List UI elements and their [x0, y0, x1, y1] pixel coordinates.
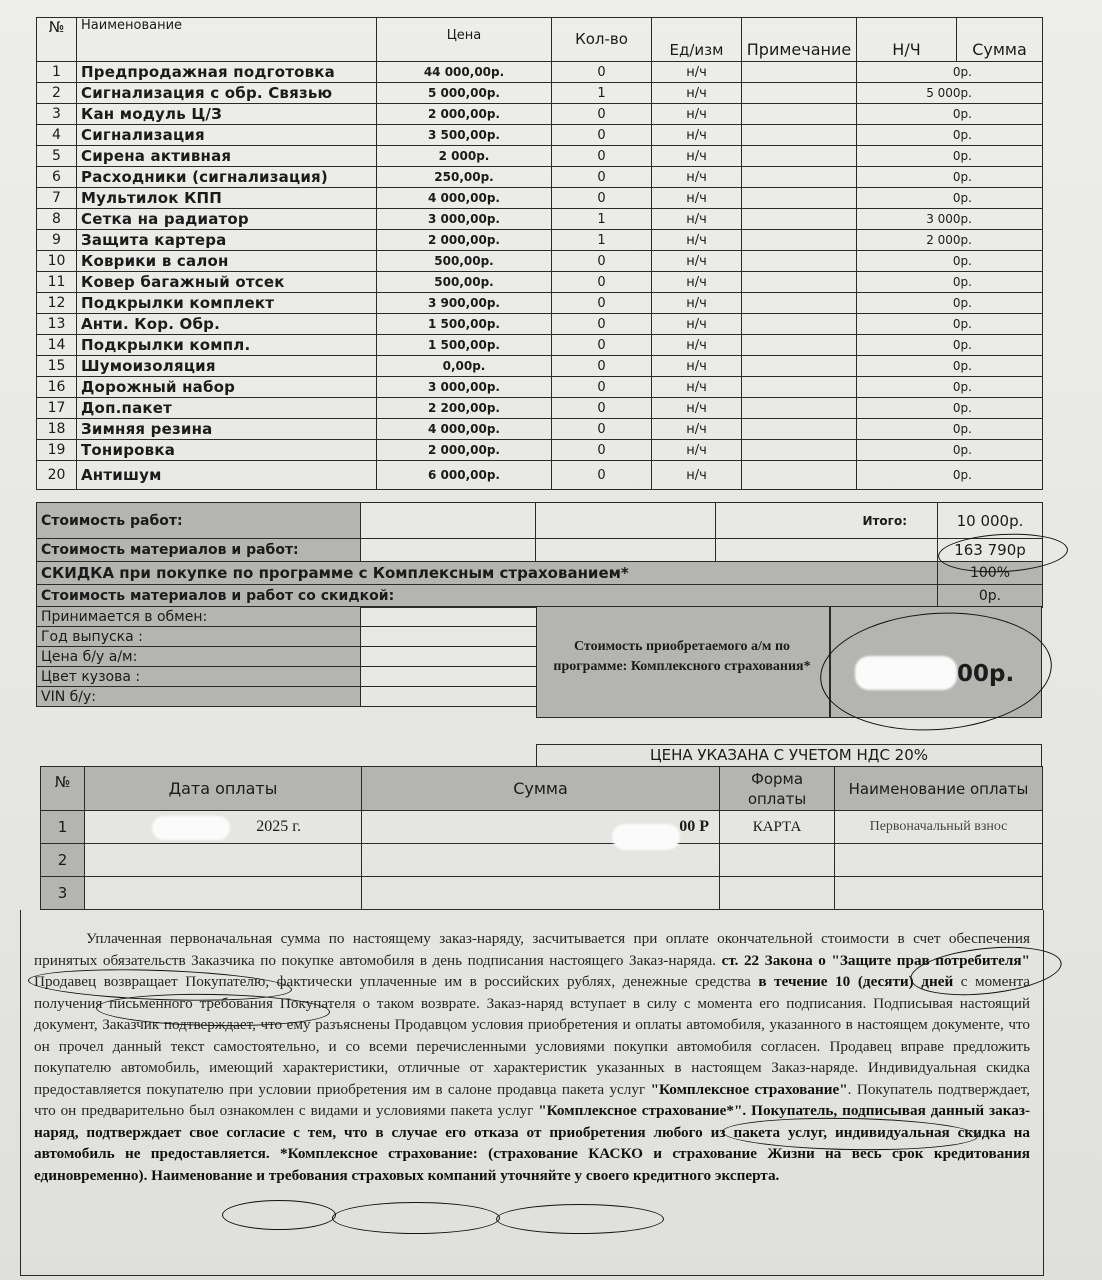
item-name: Предпродажная подготовка — [77, 62, 377, 83]
item-sum: 0р. — [857, 335, 1043, 356]
item-price: 1 500,00р. — [377, 314, 552, 335]
item-note — [742, 440, 857, 461]
trade-in-value — [361, 647, 537, 667]
payment-name: Первоначальный взнос — [835, 811, 1043, 844]
trade-in-row — [37, 687, 537, 707]
car-price-label-box — [536, 606, 830, 718]
discount-label: СКИДКА при покупке по программе с Комплексным страхованием* — [37, 562, 938, 585]
pay-date-header: Дата оплаты — [85, 767, 362, 811]
trade-in-row — [37, 627, 537, 647]
item-price: 6 000,00р. — [377, 461, 552, 490]
payment-date: 2025 г. — [85, 811, 362, 844]
row-number: 11 — [37, 272, 77, 293]
trade-in-label: VIN б/у: — [37, 687, 361, 707]
item-sum: 0р. — [857, 461, 1043, 490]
car-price-value: 00р. — [957, 661, 1015, 687]
item-price: 3 000,00р. — [377, 209, 552, 230]
table-row — [37, 62, 1043, 83]
row-number: 9 — [37, 230, 77, 251]
row-number: 5 — [37, 146, 77, 167]
item-note — [742, 146, 857, 167]
table-row — [37, 293, 1043, 314]
payment-number: 1 — [41, 811, 85, 844]
item-name: Подкрылки комплект — [77, 293, 377, 314]
handwritten-circle-life — [332, 1202, 500, 1234]
item-sum: 5 000р. — [857, 83, 1043, 104]
work-cost-row — [37, 503, 1043, 539]
row-number: 12 — [37, 293, 77, 314]
item-sum: 0р. — [857, 125, 1043, 146]
pay-name-header: Наименование оплаты — [835, 767, 1043, 811]
table-row — [37, 335, 1043, 356]
item-qty: 0 — [552, 125, 652, 146]
item-unit: н/ч — [652, 188, 742, 209]
row-number: 2 — [37, 83, 77, 104]
item-note — [742, 251, 857, 272]
item-note — [742, 272, 857, 293]
trade-in-row — [37, 607, 537, 627]
col-nh-header: Н/Ч — [857, 18, 957, 62]
item-note — [742, 188, 857, 209]
item-qty: 0 — [552, 398, 652, 419]
table-row — [37, 125, 1043, 146]
items-body — [37, 62, 1043, 490]
row-number: 14 — [37, 335, 77, 356]
payment-form — [720, 844, 835, 877]
item-name: Подкрылки компл. — [77, 335, 377, 356]
item-unit: н/ч — [652, 62, 742, 83]
terms-footnote: *Комплексное страхование: (страхование КАСКО и страхование Жизни на весь срок кредитования единовременно). Наименование и требования страховых компаний уточняйте у своего кредитного эксперта. — [34, 1145, 1031, 1184]
item-name: Защита картера — [77, 230, 377, 251]
discount-row — [37, 562, 1043, 585]
trade-in-label: Цена б/у а/м: — [37, 647, 361, 667]
items-header-row — [37, 18, 1043, 62]
item-unit: н/ч — [652, 419, 742, 440]
discounted-label: Стоимость материалов и работ со скидкой: — [37, 585, 938, 608]
item-price: 500,00р. — [377, 251, 552, 272]
item-sum: 0р. — [857, 167, 1043, 188]
item-price: 3 500,00р. — [377, 125, 552, 146]
discounted-value: 0р. — [938, 585, 1043, 608]
table-row — [37, 251, 1043, 272]
item-sum: 0р. — [857, 377, 1043, 398]
total-label: Итого: — [716, 503, 938, 539]
item-name: Сигнализация — [77, 125, 377, 146]
item-price: 250,00р. — [377, 167, 552, 188]
items-table — [36, 17, 1043, 490]
item-note — [742, 167, 857, 188]
trade-in-table — [36, 606, 537, 707]
item-unit: н/ч — [652, 230, 742, 251]
row-number: 3 — [37, 104, 77, 125]
trade-in-value — [361, 667, 537, 687]
item-price: 1 500,00р. — [377, 335, 552, 356]
item-unit: н/ч — [652, 146, 742, 167]
trade-in-value — [361, 627, 537, 647]
item-qty: 0 — [552, 104, 652, 125]
item-price: 3 000,00р. — [377, 377, 552, 398]
item-note — [742, 125, 857, 146]
row-number: 1 — [37, 62, 77, 83]
trade-in-row — [37, 647, 537, 667]
trade-in-label: Год выпуска : — [37, 627, 361, 647]
terms-term-days: в течение 10 (десяти) дней — [758, 973, 954, 990]
item-unit: н/ч — [652, 293, 742, 314]
materials-work-row — [37, 539, 1043, 562]
table-row — [37, 377, 1043, 398]
materials-work-label: Стоимость материалов и работ: — [37, 539, 361, 562]
item-sum: 0р. — [857, 272, 1043, 293]
terms-p4: . Покупатель подтверждает, что он предварительно был ознакомлен с видами и условиями пакета услуг — [34, 1080, 1030, 1119]
table-row — [37, 398, 1043, 419]
row-number: 17 — [37, 398, 77, 419]
item-unit: н/ч — [652, 125, 742, 146]
item-qty: 0 — [552, 335, 652, 356]
table-row — [37, 167, 1043, 188]
item-qty: 0 — [552, 146, 652, 167]
summary-table — [36, 502, 1043, 608]
item-price: 5 000,00р. — [377, 83, 552, 104]
item-qty: 0 — [552, 419, 652, 440]
terms-p5: Покупатель, подписывая данный заказ-наряд, подтверждает свое согласие с тем, что в случае его отказа от приобретения любого из пакета услуг, индивидуальная скидка на автомобиль не предоставляется. — [34, 1102, 1030, 1162]
payment-number: 3 — [41, 877, 85, 910]
item-name: Сетка на радиатор — [77, 209, 377, 230]
item-price: 4 000,00р. — [377, 188, 552, 209]
item-unit: н/ч — [652, 272, 742, 293]
terms-package-name: "Комплексное страхование" — [650, 1080, 848, 1098]
item-name: Кан модуль Ц/З — [77, 104, 377, 125]
item-sum: 0р. — [857, 62, 1043, 83]
trade-in-row — [37, 667, 537, 687]
row-number: 7 — [37, 188, 77, 209]
item-sum: 0р. — [857, 104, 1043, 125]
item-unit: н/ч — [652, 83, 742, 104]
discount-value: 100% — [938, 562, 1043, 585]
item-price: 2 000р. — [377, 146, 552, 167]
item-note — [742, 377, 857, 398]
payment-row — [41, 844, 1043, 877]
col-sum-header: Сумма — [957, 18, 1043, 62]
item-sum: 0р. — [857, 398, 1043, 419]
item-price: 44 000,00р. — [377, 62, 552, 83]
item-note — [742, 398, 857, 419]
item-qty: 0 — [552, 272, 652, 293]
payment-form — [720, 877, 835, 910]
item-sum: 2 000р. — [857, 230, 1043, 251]
row-number: 10 — [37, 251, 77, 272]
item-unit: н/ч — [652, 167, 742, 188]
total-value: 10 000р. — [938, 503, 1043, 539]
item-price: 500,00р. — [377, 272, 552, 293]
redaction-pay-sum — [612, 824, 680, 850]
item-qty: 0 — [552, 377, 652, 398]
item-unit: н/ч — [652, 377, 742, 398]
item-unit: н/ч — [652, 209, 742, 230]
item-qty: 0 — [552, 167, 652, 188]
payment-row — [41, 877, 1043, 910]
item-unit: н/ч — [652, 104, 742, 125]
col-price-header: Цена — [377, 18, 552, 62]
item-name: Зимняя резина — [77, 419, 377, 440]
vat-note — [536, 744, 1042, 766]
col-no-header: № — [37, 18, 77, 62]
item-unit: н/ч — [652, 461, 742, 490]
trade-in-label: Цвет кузова : — [37, 667, 361, 687]
trade-in-body — [37, 607, 537, 707]
item-note — [742, 62, 857, 83]
terms-law-ref: ст. 22 Закона о "Защите прав потребителя" — [721, 951, 1030, 969]
item-price: 4 000,00р. — [377, 419, 552, 440]
payment-name — [835, 844, 1043, 877]
payment-number: 2 — [41, 844, 85, 877]
col-note-header: Примечание — [742, 18, 857, 62]
table-row — [37, 104, 1043, 125]
terms-p1: Уплаченная первоначальная сумма по настоящему заказ-наряду, засчитывается при оплате окончательной стоимости в счет обеспечения принятых обязательств Заказчика по покупке автомобиля в день подписания настоящего Заказ-наряда. — [34, 930, 1030, 969]
table-row — [37, 314, 1043, 335]
item-unit: н/ч — [652, 440, 742, 461]
trade-in-label: Принимается в обмен: — [37, 607, 361, 627]
item-name: Шумоизоляция — [77, 356, 377, 377]
item-name: Сигнализация с обр. Связью — [77, 83, 377, 104]
item-price: 2 000,00р. — [377, 440, 552, 461]
item-name: Коврики в салон — [77, 251, 377, 272]
row-number: 8 — [37, 209, 77, 230]
item-qty: 0 — [552, 461, 652, 490]
item-name: Антишум — [77, 461, 377, 490]
terms-p2: Продавец возвращает Покупателю, фактически уплаченные им в российских рублях, денежные средства — [34, 973, 751, 990]
item-price: 0,00р. — [377, 356, 552, 377]
col-qty-header: Кол-во — [552, 18, 652, 62]
table-row — [37, 440, 1043, 461]
item-note — [742, 104, 857, 125]
item-sum: 3 000р. — [857, 209, 1043, 230]
item-price: 2 000,00р. — [377, 230, 552, 251]
table-row — [37, 188, 1043, 209]
work-cost-label: Стоимость работ: — [37, 503, 361, 539]
item-sum: 0р. — [857, 188, 1043, 209]
table-row — [37, 272, 1043, 293]
payment-form: КАРТА — [720, 811, 835, 844]
item-sum: 0р. — [857, 314, 1043, 335]
terms-p3: с момента получения письменного требования Покупателя о таком возврате. Заказ-наряд вступает в силу с момента его подписания. Подписывая настоящий документ, Заказчик подтверждает, что ему разъяснены Продавцом условия приобретения и оплаты автомобиля, указанного в настоящем документе, что он прочел данный текст самостоятельно, и со всеми перечисленными условиями покупки автомобиля согласен. Продавец вправе предложить покупателю автомобиль, имеющий характеристики, отличные от характеристик указанных в настоящем Заказ-наряде. Индивидуальная скидка предоставляется покупателю при условии приобретения им в салоне продавца пакета услуг — [34, 973, 1031, 1098]
materials-work-value: 163 790р — [938, 539, 1043, 562]
row-number: 19 — [37, 440, 77, 461]
item-name: Сирена активная — [77, 146, 377, 167]
row-number: 15 — [37, 356, 77, 377]
item-note — [742, 314, 857, 335]
table-row — [37, 230, 1043, 251]
payment-sum: 00 Р — [362, 811, 720, 844]
item-price: 2 200,00р. — [377, 398, 552, 419]
pay-sum-header: Сумма — [362, 767, 720, 811]
item-qty: 1 — [552, 230, 652, 251]
terms-package-name-2: "Комплексное страхование*". — [538, 1102, 747, 1119]
discounted-row — [37, 585, 1043, 608]
row-number: 4 — [37, 125, 77, 146]
item-price: 2 000,00р. — [377, 104, 552, 125]
item-sum: 0р. — [857, 440, 1043, 461]
item-sum: 0р. — [857, 419, 1043, 440]
item-qty: 0 — [552, 62, 652, 83]
car-price-label: Стоимость приобретаемого а/м по программе: Комплексного страхования* — [553, 639, 811, 674]
payments-header-row — [41, 767, 1043, 811]
item-name: Анти. Кор. Обр. — [77, 314, 377, 335]
item-name: Ковер багажный отсек — [77, 272, 377, 293]
row-number: 18 — [37, 419, 77, 440]
item-qty: 0 — [552, 314, 652, 335]
item-name: Мультилок КПП — [77, 188, 377, 209]
item-price: 3 900,00р. — [377, 293, 552, 314]
item-qty: 0 — [552, 251, 652, 272]
item-name: Доп.пакет — [77, 398, 377, 419]
item-qty: 0 — [552, 188, 652, 209]
item-sum: 0р. — [857, 251, 1043, 272]
item-name: Тонировка — [77, 440, 377, 461]
item-unit: н/ч — [652, 335, 742, 356]
item-note — [742, 83, 857, 104]
item-note — [742, 461, 857, 490]
item-note — [742, 335, 857, 356]
item-qty: 0 — [552, 440, 652, 461]
trade-in-value — [361, 607, 537, 627]
payment-sum — [362, 877, 720, 910]
item-unit: н/ч — [652, 356, 742, 377]
item-name: Дорожный набор — [77, 377, 377, 398]
item-sum: 0р. — [857, 293, 1043, 314]
row-number: 6 — [37, 167, 77, 188]
handwritten-circle-term — [496, 1204, 664, 1234]
item-sum: 0р. — [857, 146, 1043, 167]
item-unit: н/ч — [652, 398, 742, 419]
row-number: 16 — [37, 377, 77, 398]
payment-name — [835, 877, 1043, 910]
item-sum: 0р. — [857, 356, 1043, 377]
item-unit: н/ч — [652, 251, 742, 272]
table-row — [37, 419, 1043, 440]
item-qty: 0 — [552, 356, 652, 377]
trade-in-value — [361, 687, 537, 707]
item-note — [742, 230, 857, 251]
pay-no-header: № — [41, 767, 85, 811]
payment-date — [85, 877, 362, 910]
item-note — [742, 293, 857, 314]
table-row — [37, 461, 1043, 490]
col-name-header: Наименование — [77, 18, 377, 62]
redaction-pay-date — [152, 816, 230, 840]
table-row — [37, 356, 1043, 377]
handwritten-circle-kasko — [222, 1200, 336, 1230]
table-row — [37, 209, 1043, 230]
table-row — [37, 83, 1043, 104]
payment-date — [85, 844, 362, 877]
row-number: 13 — [37, 314, 77, 335]
col-unit-header: Ед/изм — [652, 18, 742, 62]
item-name: Расходники (сигнализация) — [77, 167, 377, 188]
item-qty: 1 — [552, 209, 652, 230]
item-note — [742, 209, 857, 230]
item-note — [742, 419, 857, 440]
item-note — [742, 356, 857, 377]
item-qty: 1 — [552, 83, 652, 104]
item-qty: 0 — [552, 293, 652, 314]
item-unit: н/ч — [652, 314, 742, 335]
pay-form-header: Форма оплаты — [720, 767, 835, 811]
table-row — [37, 146, 1043, 167]
vat-note-text: ЦЕНА УКАЗАНА С УЧЕТОМ НДС 20% — [649, 746, 929, 764]
row-number: 20 — [37, 461, 77, 490]
